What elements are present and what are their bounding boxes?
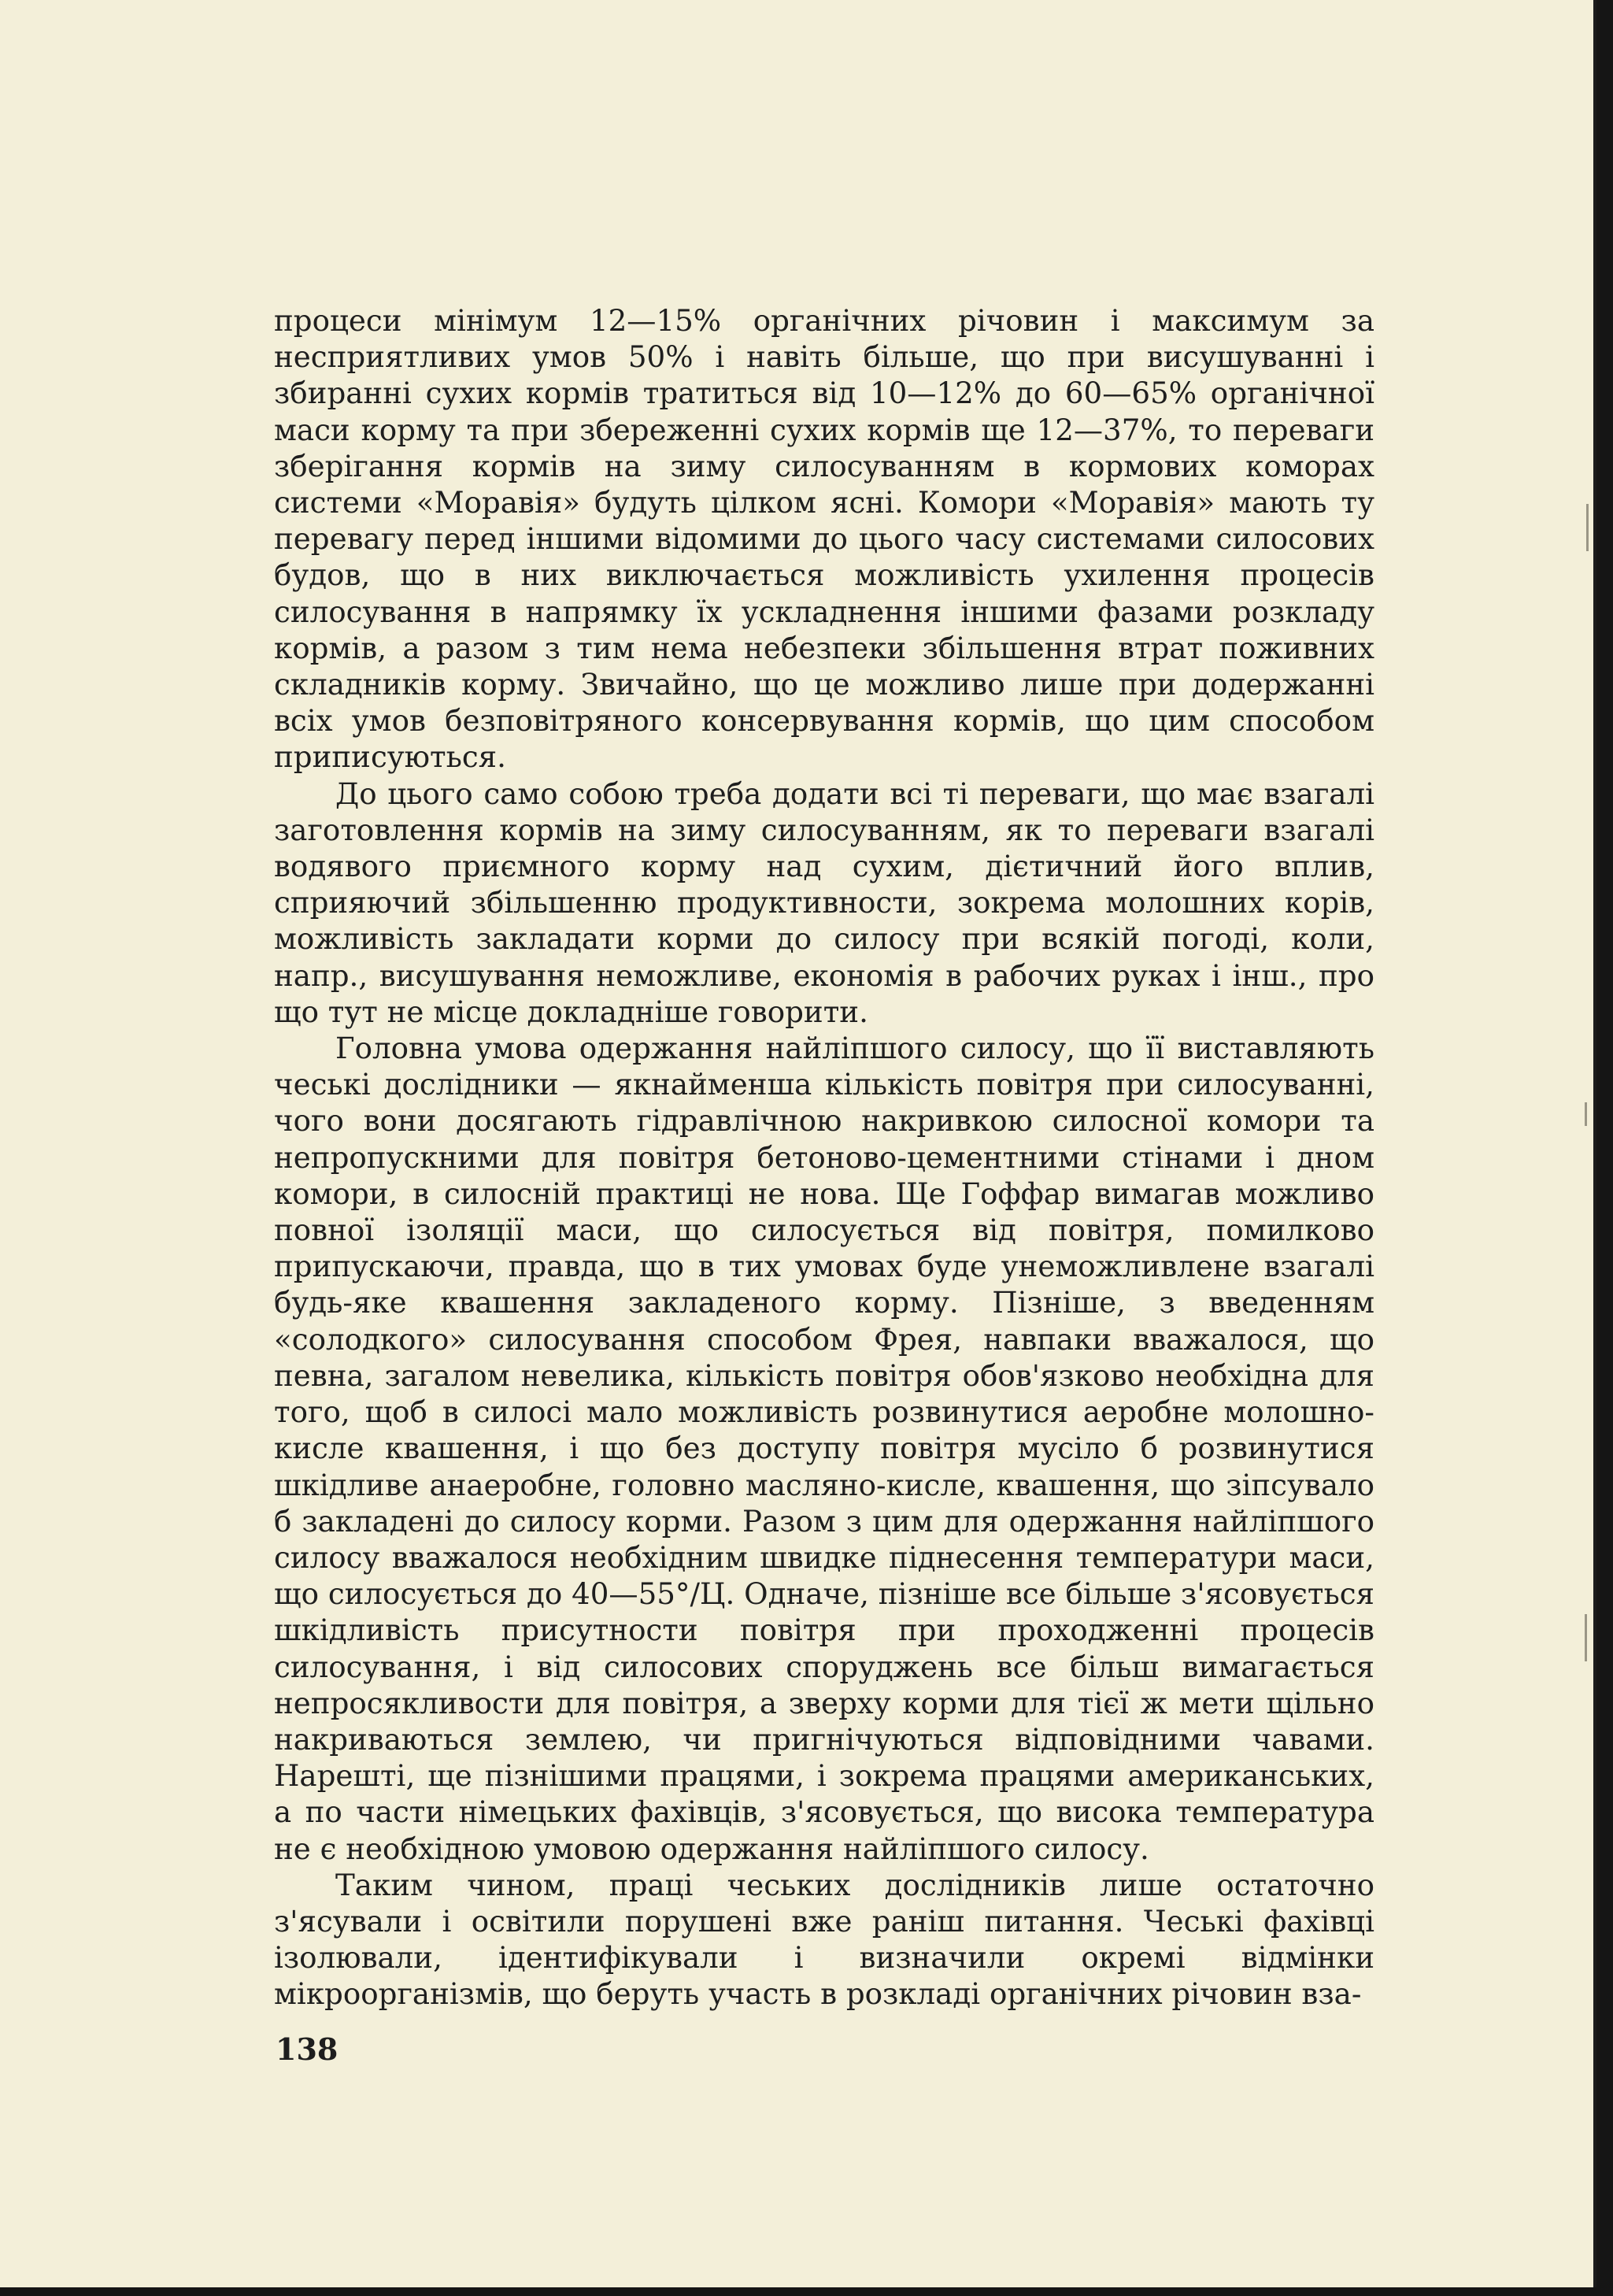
paragraph: процеси мінімум 12—15% органічних річовин і максимум за несприятливих умов 50% і навіть більше, що при висушуванні і збиранні сухих кормів тратиться від 10—12% до 60—65% органічної маси корму та при збереженні сухих кормів ще 12—37%, то переваги зберігання кормів на зиму силосуванням в кормових коморах системи «Моравія» будуть цілком ясні. Комори «Моравія» мають ту перевагу перед іншими відомими до цього часу системами силосових будов, що в них виключається можливість ухилення процесів силосування в напрямку їх ускладнення іншими фазами розкладу кормів, а разом з тим нема небезпеки збільшення втрат поживних складників корму. Звичайно, що це можливо лише при додержанні всіх умов безповітряного консервування кормів, що цим способом приписуються. (274, 303, 1374, 775)
paragraph: До цього само собою треба додати всі ті переваги, що має взагалі заготовлення кормів на зиму силосуванням, як то переваги взагалі водявого приємного корму над сухим, дієтичний його вплив, сприяючий збільшенню продуктивности, зокрема молошних корів, можливість закладати корми до силосу при всякій погоді, коли, напр., висушування неможливе, економія в рабочих руках і інш., про що тут не місце докладніше говорити. (274, 776, 1374, 1029)
page-number: 138 (276, 2031, 339, 2067)
scan-edge-mark (1586, 504, 1589, 551)
paragraph: Таким чином, праці чеських дослідників лише остаточно з'ясували і освітили порушені вже раніш питання. Чеські фахівці ізолювали, ідентифікували і визначили окремі відмінки мікроорганізмів, що беруть участь в розкладі органічних річовин вза- (274, 1867, 1374, 2012)
body-text (274, 302, 1374, 2013)
paragraph: Головна умова одержання найліпшого силосу, що її виставляють чеські дослідники — якнайменша кількість повітря при силосуванні, чого вони досягають гідравлічною накривкою силосної комори та непропускними для повітря бетоново-цементними стінами і дном комори, в силосній практиці не нова. Ще Гоффар вимагав можливо повної ізоляції маси, що силосується від повітря, помилково припускаючи, правда, що в тих умовах буде унеможливлене взагалі будь-яке квашення закладеного корму. Пізніше, з введенням «солодкого» силосування способом Фрея, навпаки вважалося, що певна, загалом невелика, кількість повітря обов'язково необхідна для того, щоб в силосі мало можливість розвинутися аеробне молошно-кисле квашення, і що без доступу повітря мусіло б розвинутися шкідливе анаеробне, головно масляно-кисле, квашення, що зіпсувало б закладені до силосу корми. Разом з цим для одержання найліпшого силосу вважалося необхідним швидке піднесення температури маси, що силосується до 40—55°/Ц. Одначе, пізніше все більше з'ясовується шкідливість присутности повітря при проходженні процесів силосування, і від силосових споруджень все більш вимагається непросякливости для повітря, а зверху корми для тієї ж мети щільно накриваються землею, чи пригнічуються відповідними чавами. Нарешті, ще пізнішими працями, і зокрема працями американських, а по части німецьких фахівців, з'ясовується, що висока температура не є необхідною умовою одержання найліпшого силосу. (274, 1031, 1374, 1866)
scan-edge-mark (1585, 1102, 1587, 1126)
scan-edge-mark (1585, 1614, 1587, 1661)
